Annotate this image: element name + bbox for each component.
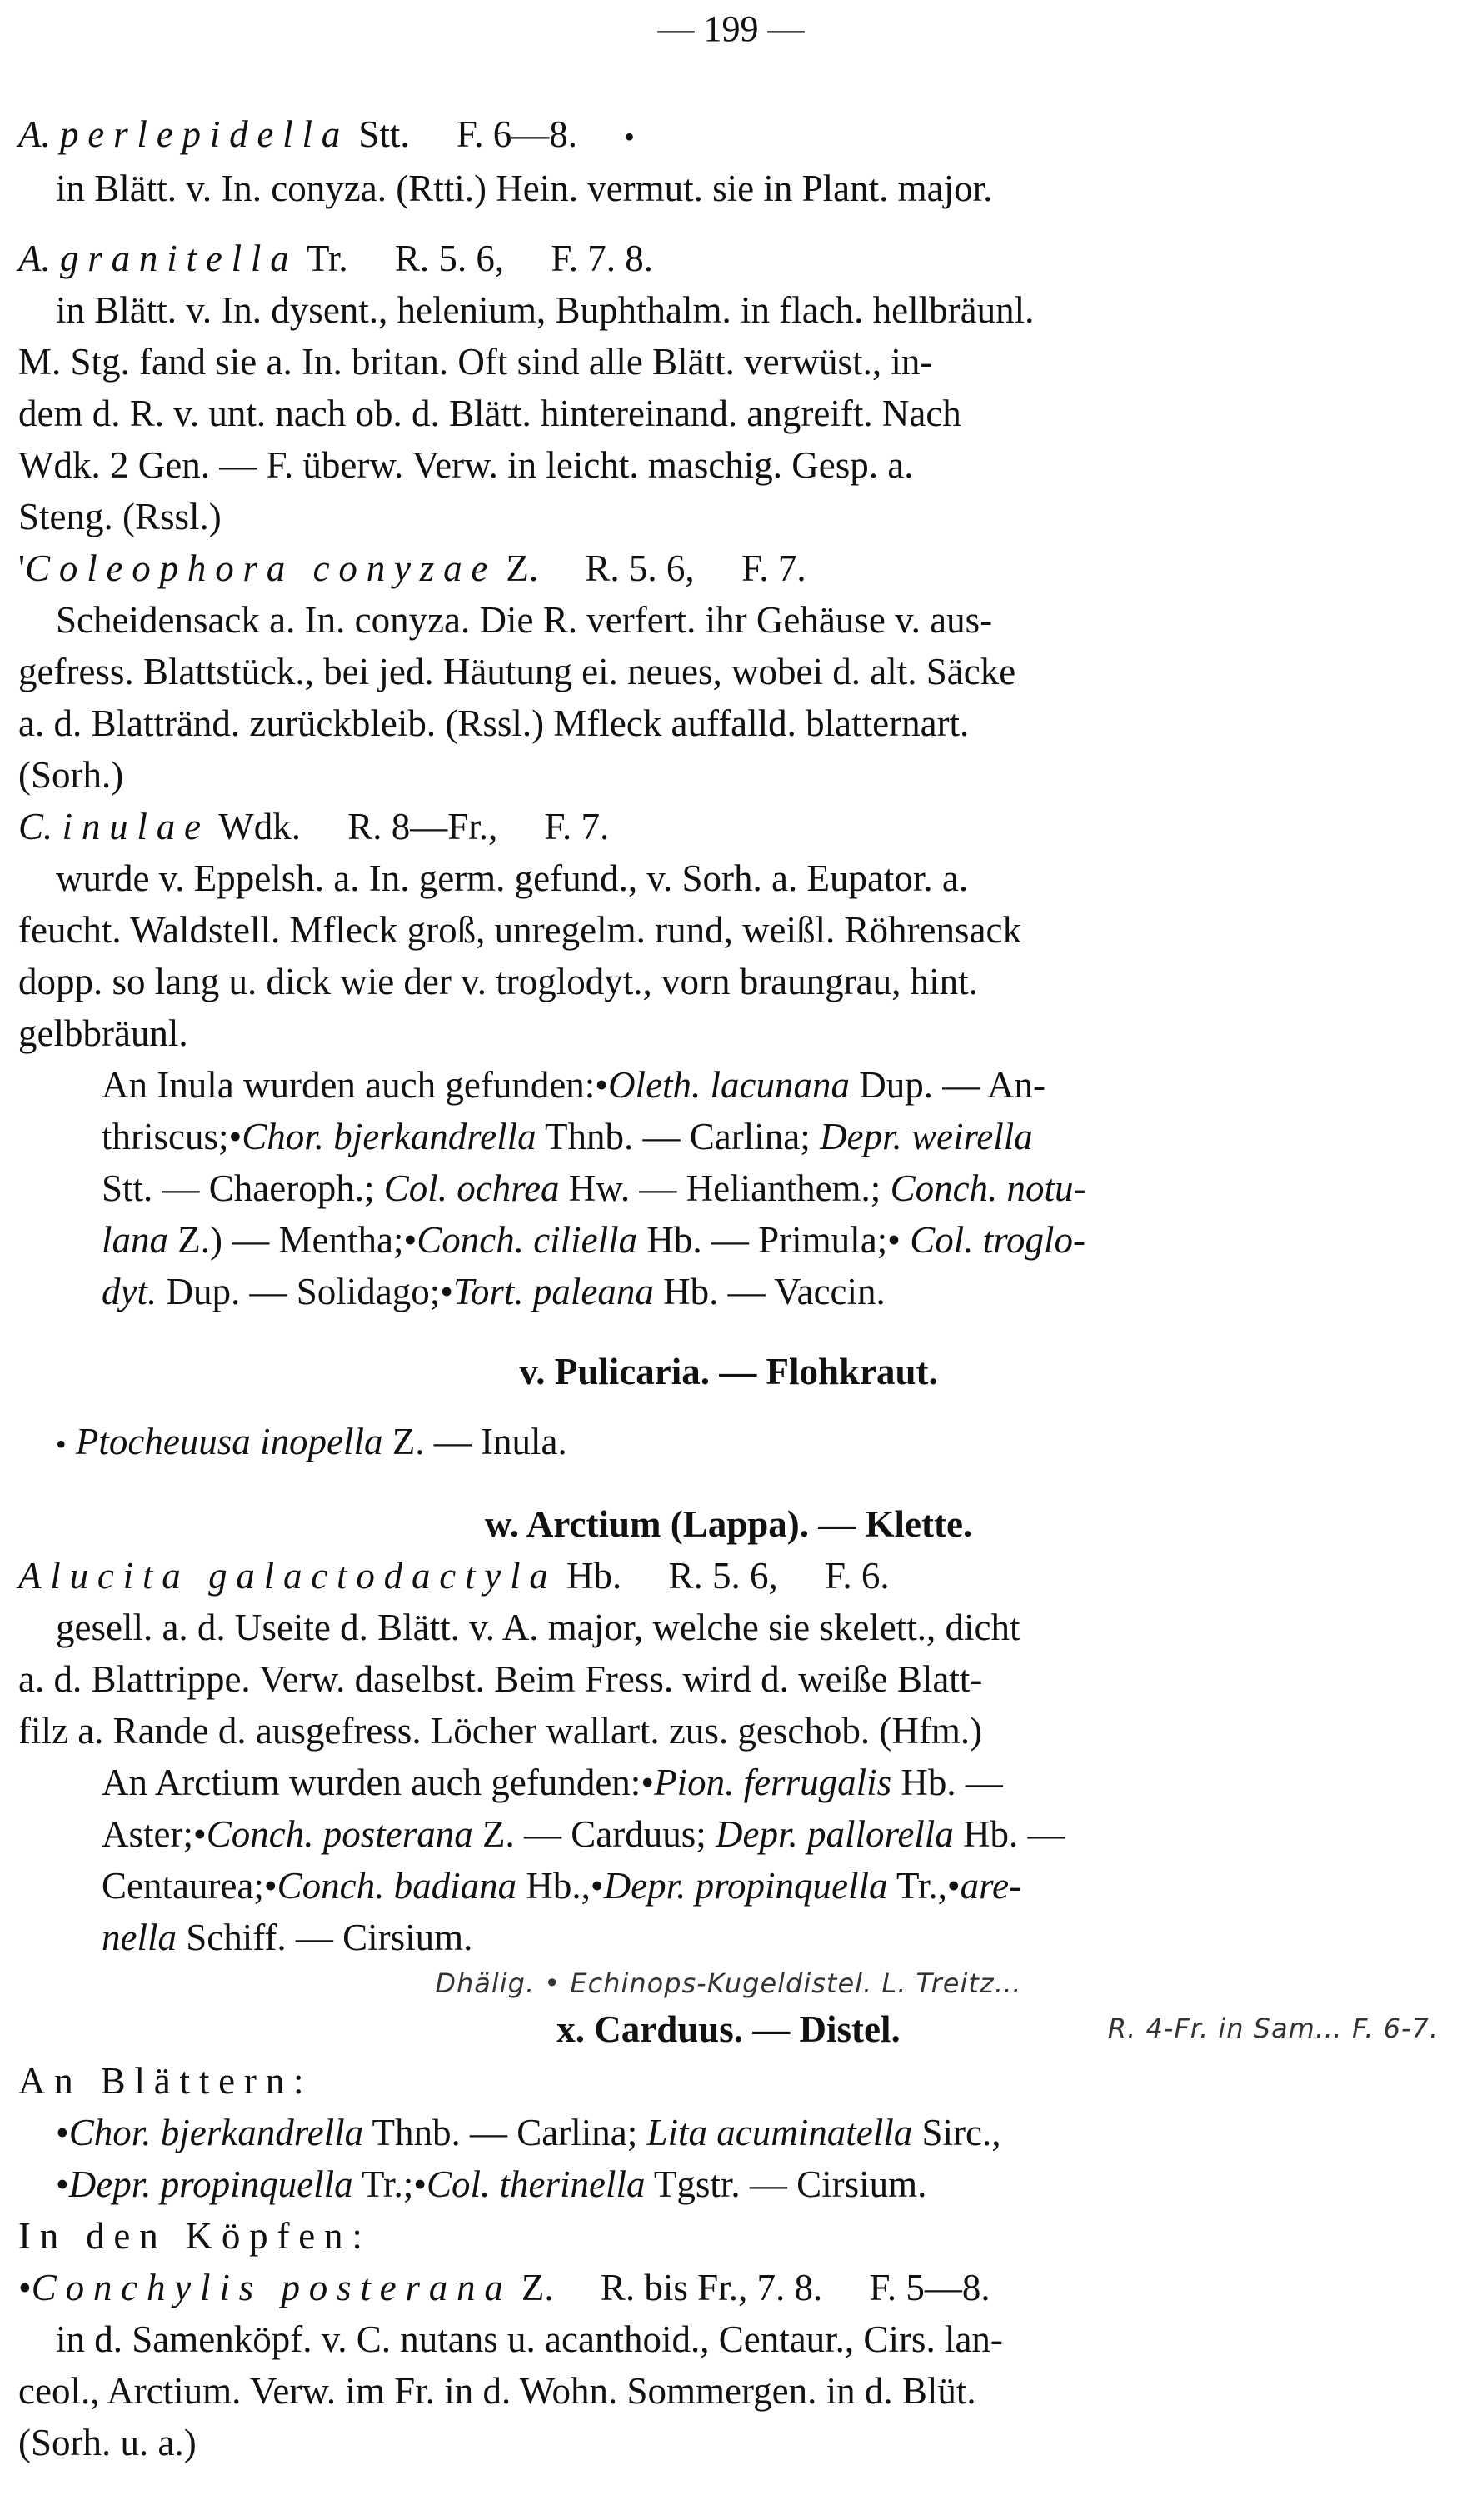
species-name: Depr. pallorella (715, 1813, 954, 1855)
inula-also-found: An Inula wurden auch gefunden:•Oleth. lacunana Dup. — An- thriscus;•Chor. bjerkandrella Thnb. — Carlina; Depr. weirella Stt. — Chaeroph.; Col. ochrea Hw. — Helianthem.; Conch. notu- lana Z.) — Mentha;•Conch. ciliella Hb. — Primula;• Col. troglo- dyt. Dup. — Solidago;•Tort. paleana Hb. — Vaccin. (102, 1064, 1086, 1312)
handwritten-side-note: R. 4-Fr. in Sam… F. 6-7. (1107, 2012, 1439, 2044)
species-name: Chor. bjerkandrella (242, 1116, 536, 1158)
section-heading-carduus: x. Carduus. — Distel. (556, 2008, 901, 2050)
author: Wdk. (218, 806, 301, 848)
author: Hb. (566, 1555, 622, 1597)
page-content: A. perlepidella Stt. F. 6—8. • in Blätt. v. In. conyza. (Rtti.) Hein. vermut. sie in Plant. major. A. granitella Tr. R. 5. 6, F. 7. 8. in Blätt. v. In. dysent., helenium, Buphthalm. in flach. hellbräunl. M. Stg. fand sie a. In. britan. Oft sind alle Blätt. verwüst., in- dem d. R. v. unt. nach ob. d. Blätt. hintereinand. angreift. Nach Wdk. 2 Gen. — F. überw. Verw. in leicht. maschig. Gesp. a. Steng. (Rssl.) 'Coleophora conyzae Z. R. 5. 6, F. 7. Scheidensack a. In. conyza. Die R. verfert. ihr Gehäuse v. aus- gefress. Blattstück., bei jed. Häutung ei. neues, wobei d. alt. Säcke a. d. Blattränd. zurückbleib. (Rssl.) Mfleck auffalld. blatternart. (Sorh.) C. inulae Wdk. R. 8—Fr., F. 7. wurde v. Eppelsh. a. In. germ. gefund., v. Sorh. a. Eupator. a. feucht. Waldstell. Mfleck groß, unregelm. rund, weißl. Röhrensack dopp. so lang u. dick wie der v. troglodyt., vorn braungrau, hint. gelbbräunl. An Inula wurden auch gefunden:•Oleth. lacunana Dup. — An- thriscus;•Chor. bjerkandrella Thnb. — Carlina; Depr. weirella Stt. — Chaeroph.; Col. ochrea Hw. — Helianthem.; Conch. notu- lana Z.) — Mentha;•Conch. ciliella Hb. — Primula;• Col. troglo- dyt. Dup. — Solidago;•Tort. paleana Hb. — Vaccin. v. Pulicaria. — Flohkraut. • Ptocheuusa inopella Z. — Inula. w. Arctium (Lappa). — Klette. Alucita galactodactyla Hb. R. 5. 6, F. 6. gesell. a. d. Useite d. Blätt. v. A. major, welche sie skelett., dicht a. d. Blattrippe. Verw. daselbst. Beim Fress. wird d. weiße Blatt- filz a. Rande d. ausgefress. Löcher wallart. zus. geschob. (Hfm.) An Arctium wurden auch gefunden:•Pion. ferrugalis Hb. — Aster;•Conch. posterana Z. — Carduus; Depr. pallorella Hb. — Centaurea;•Conch. badiana Hb.,•Depr. propinquella Tr.,•are- nella Schiff. — Cirsium. Dhälig. • Echinops-Kugeldistel. L. Treitz… x. Carduus. — Distel. R. 4-Fr. in Sam… F. 6-7. An Blättern: •Chor. bjerkandrella Thnb. — Carlina; Lita acuminatella Sirc., •Depr. propinquella Tr.;•Col. therinella Tgstr. — Cirsium. In den Köpfen: •Conchylis posterana Z. R. bis Fr., 7. 8. F. 5—8. in d. Samenköpf. v. C. nutans u. acanthoid., Centaur., Cirs. lan- ceol., Arctium. Verw. im Fr. in d. Wohn. Sommergen. in d. Blüt. (Sorh. u. a.) (18, 108, 1439, 2468)
entry-heading (18, 1550, 1439, 1602)
entry-text: in d. Samenköpf. v. C. nutans u. acanthoid., Centaur., Cirs. lan- (56, 2318, 1003, 2360)
section-heading-pulicaria: v. Pulicaria. — Flohkraut. (519, 1351, 938, 1392)
author: Z. (506, 548, 539, 589)
marker-tick: ' (18, 548, 26, 589)
entry-text: Scheidensack a. In. conyza. Die R. verfert. ihr Gehäuse v. aus- (56, 599, 993, 641)
species-name: Pion. ferrugalis (654, 1762, 892, 1803)
entry-text: ceol., Arctium. Verw. im Fr. in d. Wohn. Sommergen. in d. Blüt. (18, 2370, 976, 2412)
species-name: are- (960, 1865, 1021, 1907)
entry-text: M. Stg. fand sie a. In. britan. Oft sind alle Blätt. verwüst., in- (18, 341, 933, 382)
species-name: Lita acuminatella (646, 2112, 913, 2153)
entry-text: in Blätt. v. In. conyza. (Rtti.) Hein. vermut. sie in Plant. major. (56, 168, 993, 209)
larva-period: R. 8—Fr., (347, 806, 498, 848)
entry-text: dopp. so lang u. dick wie der v. troglodyt., vorn braungrau, hint. (18, 961, 978, 1002)
species-name: Conch. posterana (206, 1813, 473, 1855)
entry-text: in Blätt. v. In. dysent., helenium, Buphthalm. in flach. hellbräunl. (56, 289, 1035, 331)
entry-text: filz a. Rande d. ausgefress. Löcher wallart. zus. geschob. (Hfm.) (18, 1710, 983, 1752)
entry-text: a. d. Blattränd. zurückbleib. (Rssl.) Mfleck auffalld. blatternart. (18, 702, 970, 744)
entry-text: gelbbräunl. (18, 1012, 188, 1054)
entry-heading (18, 801, 1439, 852)
entry-heading (18, 542, 1439, 594)
flight-period: F. 7. (741, 548, 806, 589)
species-name: Col. therinella (426, 2163, 646, 2205)
entry-text: feucht. Waldstell. Mfleck groß, unregelm. rund, weißl. Röhrensack (18, 909, 1021, 951)
species-name: Conch. notu- (890, 1168, 1086, 1209)
list-intro: An Inula wurden auch gefunden: (102, 1064, 596, 1106)
entry-text: Steng. (Rssl.) (18, 496, 222, 538)
species-name: Depr. propinquella (603, 1865, 888, 1907)
entry-text: wurde v. Eppelsh. a. In. germ. gefund., v. Sorh. a. Eupator. a. (56, 858, 969, 899)
entry-text: dem d. R. v. unt. nach ob. d. Blätt. hintereinand. angreift. Nach (18, 392, 961, 434)
list-intro: An Arctium wurden auch gefunden: (102, 1762, 641, 1803)
handwritten-note: Dhälig. • Echinops-Kugeldistel. L. Treitz… (435, 1968, 1022, 1999)
subsection-label-koepfen: In den Köpfen: (18, 2215, 372, 2257)
flight-period: F. 7. 8. (551, 238, 654, 279)
larva-period: R. bis Fr., 7. 8. (600, 2267, 823, 2308)
species-name: Col. ochrea (383, 1168, 560, 1209)
genus-name: Alucita (18, 1555, 190, 1597)
flight-period: F. 7. (544, 806, 610, 848)
entry-text: gefress. Blattstück., bei jed. Häutung ei. neues, wobei d. alt. Säcke (18, 651, 1016, 692)
entry-heading (18, 232, 1439, 284)
genus-name: Coleophora (25, 548, 295, 589)
species-name: Oleth. lacunana (608, 1064, 851, 1106)
section-heading-arctium: w. Arctium (Lappa). — Klette. (484, 1503, 973, 1545)
genus-name: Conchylis (31, 2267, 262, 2308)
species-name: Depr. propinquella (68, 2163, 353, 2205)
entry-text: (Sorh.) (18, 754, 124, 796)
author: Z. (521, 2267, 554, 2308)
species-name: inulae (62, 806, 210, 848)
author: Tr. (306, 238, 348, 279)
entry-text: Wdk. 2 Gen. — F. überw. Verw. in leicht. maschig. Gesp. a. (18, 444, 914, 486)
flight-period: F. 6—8. (456, 113, 578, 155)
carduus-heading-row (18, 2003, 1439, 2055)
species-name: Conch. badiana (277, 1865, 517, 1907)
genus-name: A. (18, 238, 51, 279)
larva-period: R. 5. 6, (394, 238, 505, 279)
species-name: galactodactyla (208, 1555, 557, 1597)
species-name: conyzae (312, 548, 497, 589)
entry-heading: •Conchylis posterana Z. R. bis Fr., 7. 8. F. 5—8. (18, 2267, 990, 2308)
arctium-also-found: An Arctium wurden auch gefunden:•Pion. ferrugalis Hb. — Aster;•Conch. posterana Z. — Carduus; Depr. pallorella Hb. — Centaurea;•Conch. badiana Hb.,•Depr. propinquella Tr.,•are- nella Schiff. — Cirsium. (102, 1762, 1065, 1958)
flight-period: F. 5—8. (869, 2267, 990, 2308)
species-name: posterana (281, 2267, 512, 2308)
species-name: Depr. weirella (819, 1116, 1033, 1158)
species-name: perlepidella (60, 113, 350, 155)
species-name: Col. troglo- (910, 1219, 1086, 1261)
entry-text: a. d. Blattrippe. Verw. daselbst. Beim Fress. wird d. weiße Blatt- (18, 1658, 983, 1700)
species-name: Ptocheuusa inopella (75, 1421, 383, 1462)
species-name: Tort. paleana (453, 1271, 654, 1312)
flight-period: F. 6. (824, 1555, 890, 1597)
larva-period: R. 5. 6, (585, 548, 695, 589)
species-name: Conch. ciliella (417, 1219, 638, 1261)
pulicaria-entry: • Ptocheuusa inopella Z. — Inula. (56, 1421, 567, 1462)
species-name: Chor. bjerkandrella (68, 2112, 364, 2153)
subsection-label-blaettern: An Blättern: (18, 2060, 313, 2102)
page-number: — 199 — (657, 8, 805, 49)
larva-period: R. 5. 6, (668, 1555, 778, 1597)
entry-text: gesell. a. d. Useite d. Blätt. v. A. major, welche sie skelett., dicht (56, 1607, 1020, 1648)
entry-heading (18, 108, 1439, 162)
genus-name: A. (18, 113, 51, 155)
entry-text: (Sorh. u. a.) (18, 2422, 197, 2463)
marker-dot: • (624, 120, 635, 153)
author: Stt. (358, 113, 410, 155)
species-name: granitella (60, 238, 298, 279)
genus-name: C. (18, 806, 53, 848)
